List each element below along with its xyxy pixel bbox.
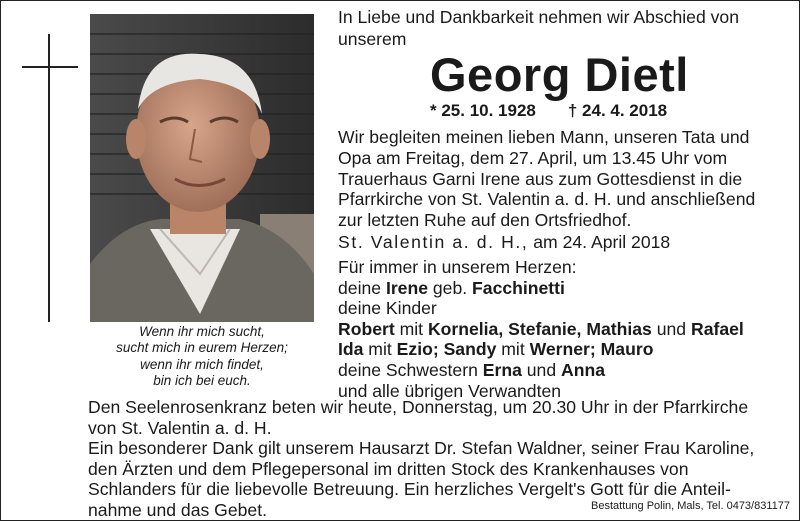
cross-icon	[48, 34, 50, 322]
list-item	[338, 319, 744, 340]
paragraph-line: Opa am Freitag, dem 27. April, um 13.45 Uhr vom	[338, 147, 728, 168]
mourner-name: Anna	[561, 359, 605, 380]
list-heading: Für immer in unserem Herzen:	[338, 257, 577, 277]
mourner-name: Ezio; Sandy	[396, 339, 497, 360]
paragraph-line: Trauerhaus Garni Irene aus zum Gottesdienst in die	[338, 168, 743, 189]
birth-date: * 25. 10. 1928	[430, 101, 536, 120]
mourner-name: Ida	[338, 339, 364, 360]
mourner-name: Facchinetti	[472, 277, 565, 298]
death-date: † 24. 4. 2018	[567, 101, 668, 120]
place-name: St. Valentin a. d. H.,	[338, 232, 529, 252]
life-dates	[430, 101, 667, 121]
mourner-name: Rafael	[690, 318, 744, 339]
paragraph-line: Wir begleiten meinen lieben Mann, unseren Tata und	[338, 127, 750, 147]
cross-icon-bar	[22, 66, 78, 68]
intro-line: unserem	[338, 29, 407, 49]
closing-line: Schlanders für die liebevolle Betreuung. Ein herzliches Vergelt's Gott für die Anteil-	[88, 479, 731, 500]
quote-line: sucht mich in eurem Herzen;	[116, 340, 288, 356]
quote-line: wenn ihr mich findet,	[140, 356, 264, 372]
closing-line: Den Seelenrosenkranz beten wir heute, Donnerstag, um 20.30 Uhr in der Pfarrkirche	[88, 397, 749, 417]
memorial-quote	[90, 324, 314, 390]
place-date	[338, 232, 670, 252]
list-item: deine Kinder	[338, 298, 437, 319]
intro-line: In Liebe und Dankbarkeit nehmen wir Abschied von	[338, 7, 739, 27]
mourner-name: Erna	[482, 359, 522, 380]
mourner-name: Robert	[338, 318, 395, 339]
deceased-name: Georg Dietl	[430, 48, 689, 101]
paragraph-line: zur letzten Ruhe auf den Ortsfriedhof.	[338, 210, 632, 231]
mourner-name: Irene	[385, 277, 428, 298]
list-item	[338, 360, 744, 381]
list-text: deine	[338, 277, 386, 298]
mourner-name: Werner; Mauro	[529, 339, 654, 360]
list-item: und alle übrigen Verwandten	[338, 380, 562, 401]
list-text: mit	[394, 318, 428, 339]
list-item	[338, 339, 744, 360]
list-text: und	[651, 318, 691, 339]
quote-line: Wenn ihr mich sucht,	[139, 324, 265, 339]
closing-line: nahme und das Gebet.	[88, 499, 267, 520]
portrait-photo	[90, 14, 314, 322]
list-text: deine Schwestern	[338, 359, 483, 380]
list-text: mit	[363, 339, 397, 360]
closing-line: den Ärzten und dem Pflegepersonal im dritten Stock des Krankenhauses von	[88, 458, 689, 479]
list-text: mit	[496, 339, 530, 360]
mourners-list	[338, 257, 744, 401]
quote-line: bin ich bei euch.	[153, 373, 251, 389]
mourner-name: Kornelia, Stefanie, Mathias	[427, 318, 652, 339]
list-item	[338, 278, 744, 299]
funeral-home-credit: Bestattung Polin, Mals, Tel. 0473/831177	[591, 500, 790, 512]
list-text: geb.	[428, 277, 473, 298]
paragraph-line: Pfarrkirche von St. Valentin a. d. H. und anschließend	[338, 189, 756, 210]
list-text: und	[521, 359, 562, 380]
date-text: am 24. April 2018	[528, 232, 671, 252]
funeral-paragraph	[338, 127, 778, 231]
closing-line: von St. Valentin a. d. H.	[88, 417, 272, 438]
closing-line: Ein besonderer Dank gilt unserem Hausarzt Dr. Stefan Waldner, seiner Frau Karoline,	[88, 438, 755, 459]
